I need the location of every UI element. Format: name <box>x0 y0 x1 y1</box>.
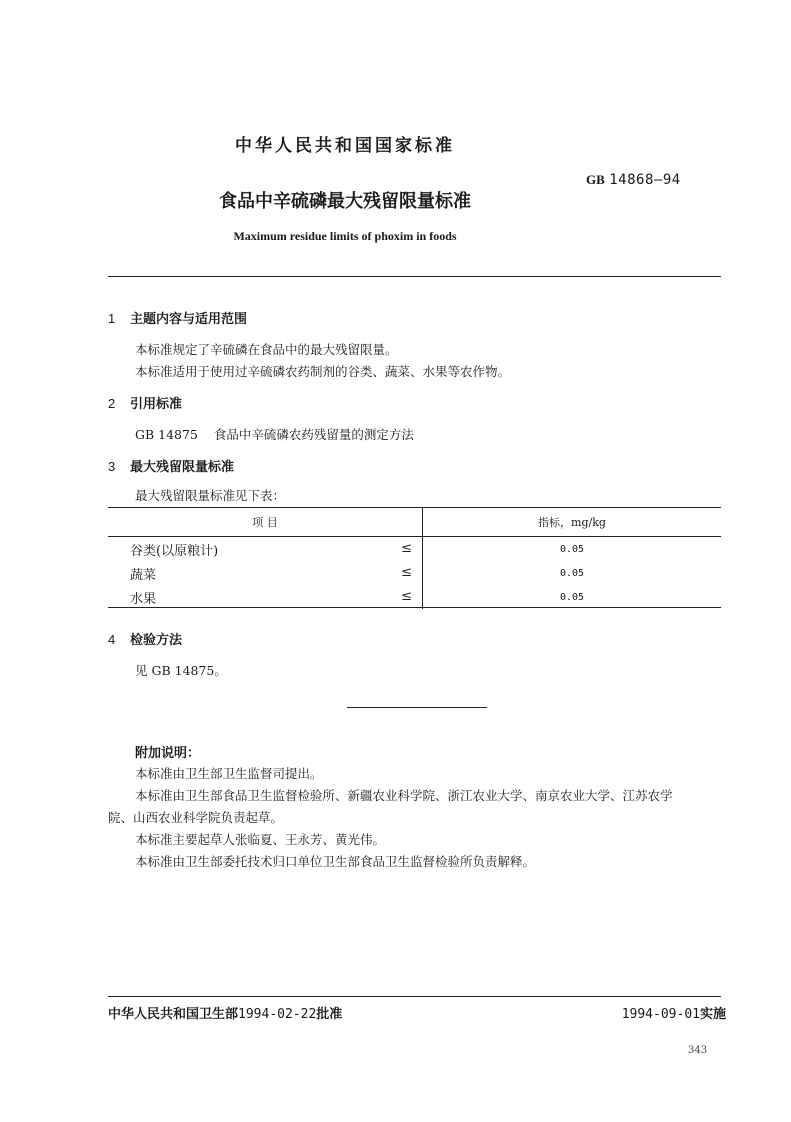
paragraph: 见 GB 14875。 <box>135 663 227 678</box>
section-2-heading <box>108 393 182 412</box>
section-3-heading <box>108 456 234 475</box>
row-item: 谷类(以原粮计) <box>130 543 219 559</box>
national-standard-heading: 中华人民共和国国家标准 <box>235 136 455 156</box>
reference-code: GB 14875 <box>135 427 198 442</box>
row-item: 蔬菜 <box>130 567 157 583</box>
effective-label: 实施 <box>699 1007 726 1022</box>
page-number: 343 <box>688 1045 708 1056</box>
residue-limits-table <box>108 508 721 609</box>
approver: 中华人民共和国卫生部 <box>108 1007 239 1022</box>
document-title-cn: 食品中辛硫磷最大残留限量标准 <box>219 191 471 212</box>
row-item-cell <box>108 585 423 609</box>
note-line: 本标准由卫生部卫生监督司提出。 <box>135 766 323 781</box>
section-number: 4 <box>108 632 116 647</box>
row-item-cell <box>108 537 423 562</box>
document-title-en: Maximum residue limits of phoxim in foods <box>233 229 457 243</box>
effective-info <box>622 1003 726 1022</box>
end-divider <box>347 707 487 708</box>
less-equal-symbol: ≤ <box>401 541 412 556</box>
column-header-limit: 指标，mg/kg <box>423 508 722 537</box>
referenced-standard <box>135 425 414 443</box>
paragraph: 本标准规定了辛硫磷在食品中的最大残留限量。 <box>135 342 398 357</box>
section-title: 主题内容与适用范围 <box>130 312 248 327</box>
paragraph: 本标准适用于使用过辛硫磷农药制剂的谷类、蔬菜、水果等农作物。 <box>135 364 511 379</box>
notes-heading: 附加说明： <box>135 746 201 761</box>
less-equal-symbol: ≤ <box>401 565 412 580</box>
less-equal-symbol: ≤ <box>401 589 412 604</box>
section-1-heading <box>108 308 247 327</box>
reference-title: 食品中辛硫磷农药残留量的测定方法 <box>213 427 414 442</box>
footer-divider <box>108 996 721 997</box>
row-item: 水果 <box>130 591 157 607</box>
table-row <box>108 537 721 562</box>
section-number: 1 <box>108 311 116 326</box>
standard-prefix: GB <box>586 172 605 187</box>
row-value: 0.05 <box>423 561 722 585</box>
table-header-row <box>108 508 721 537</box>
note-line: 本标准由卫生部委托技术归口单位卫生部食品卫生监督检验所负责解释。 <box>135 854 536 869</box>
section-number: 3 <box>108 459 116 474</box>
note-line: 本标准由卫生部食品卫生监督检验所、新疆农业科学院、浙江农业大学、南京农业大学、江苏农学 <box>135 788 673 803</box>
standard-code: 14868—94 <box>609 172 681 188</box>
table-row <box>108 585 721 609</box>
row-item-cell <box>108 561 423 585</box>
note-line: 本标准主要起草人张临夏、王永芳、黄光伟。 <box>135 832 386 847</box>
standard-number <box>586 172 681 188</box>
row-value: 0.05 <box>423 537 722 562</box>
effective-date: 1994-09-01 <box>621 1007 700 1022</box>
row-value: 0.05 <box>423 585 722 609</box>
note-line: 院、山西农业科学院负责起草。 <box>108 810 284 825</box>
header-divider <box>108 276 721 277</box>
approval-info <box>108 1003 342 1022</box>
approval-label: 批准 <box>316 1007 343 1022</box>
section-4-heading <box>108 629 182 648</box>
table-intro: 最大残留限量标准见下表： <box>135 488 286 503</box>
section-title: 检验方法 <box>130 633 183 648</box>
table-row <box>108 561 721 585</box>
section-number: 2 <box>108 396 116 411</box>
table-bottom-rule <box>108 607 721 608</box>
approval-date: 1994-02-22 <box>238 1007 317 1022</box>
section-title: 最大残留限量标准 <box>130 460 235 475</box>
column-header-item: 项 目 <box>108 508 423 537</box>
section-title: 引用标准 <box>130 397 183 412</box>
